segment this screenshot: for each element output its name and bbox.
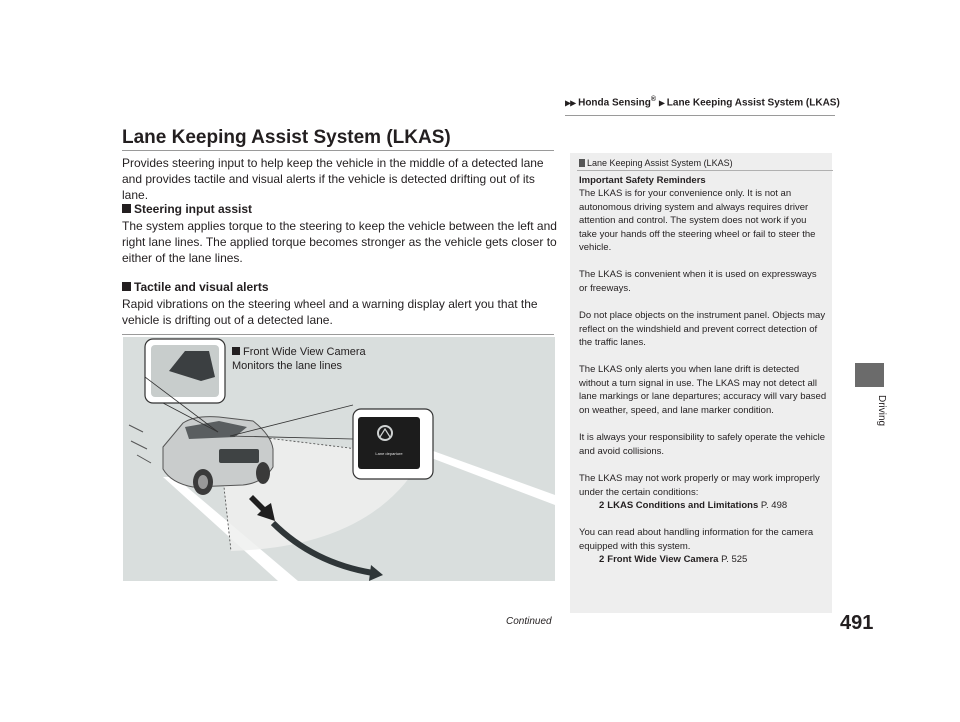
sidebar-divider xyxy=(577,170,833,171)
section-heading-text: Steering input assist xyxy=(134,202,253,216)
lkas-illustration xyxy=(123,337,555,581)
sidebar-header-text: Lane Keeping Assist System (LKAS) xyxy=(587,158,733,168)
breadcrumb-part2: Lane Keeping Assist System (LKAS) xyxy=(666,97,840,109)
continued-label: Continued xyxy=(506,616,552,627)
figure-label-title: Front Wide View Camera xyxy=(243,346,366,358)
xref-2-page: P. 525 xyxy=(721,554,748,565)
page-number: 491 xyxy=(840,612,874,634)
breadcrumb-part1: Honda Sensing xyxy=(578,97,651,109)
section-tab xyxy=(855,363,884,387)
figure-label xyxy=(232,345,366,373)
important-title-text: Important Safety Reminders xyxy=(579,175,706,186)
section-text-steering: The system applies torque to the steering to keep the vehicle between the left and right lane lines. The applied torque becomes stronger as the vehicle gets closer to either of the lane lines. xyxy=(122,219,557,265)
square-bullet-icon xyxy=(232,347,240,355)
sidebar-xref-1[interactable] xyxy=(579,499,827,513)
section-text-alerts: Rapid vibrations on the steering wheel and a warning display alert you that the vehicle is drifting out of a detected lane. xyxy=(122,297,538,327)
intro-paragraph: Provides steering input to help keep the vehicle in the middle of a detected lane and provides tactile and visual alerts if the vehicle is detected drifting out of its lane. xyxy=(122,156,544,202)
section-tab-label: Driving xyxy=(876,395,887,427)
square-bullet-icon xyxy=(122,282,131,291)
sidebar-paragraph-5: It is always your responsibility to safely operate the vehicle and avoid collisions. xyxy=(579,432,826,457)
sidebar-paragraph-4: The LKAS only alerts you when lane drift is detected without a turn signal in use. The LKAS may not detect all lane markings or lane departures; accuracy will vary based on weather, speed, and lane marker condition. xyxy=(579,364,827,416)
sidebar-header xyxy=(579,158,733,168)
xref-arrow-icon: 2 xyxy=(599,500,605,511)
figure-divider xyxy=(122,334,554,335)
xref-1-label[interactable]: LKAS Conditions and Limitations xyxy=(607,500,759,511)
section-heading-alerts xyxy=(122,280,269,294)
sidebar-important-title xyxy=(579,174,827,188)
sidebar-paragraph-6: The LKAS may not work properly or may work improperly under the certain conditions: xyxy=(579,473,820,498)
double-arrow-icon: ▶▶ xyxy=(565,98,576,108)
arrow-icon: ▶ xyxy=(658,98,664,108)
xref-1-page: P. 498 xyxy=(760,500,788,511)
xref-2-label[interactable]: Front Wide View Camera xyxy=(607,554,719,565)
section-heading-text: Tactile and visual alerts xyxy=(134,280,269,294)
sidebar-paragraph-1: The LKAS is for your convenience only. It is not an autonomous driving system and always requires driver attention and control. The system does not work if you take your hands off the steering wheel or fail to steer the vehicle. xyxy=(579,188,816,253)
sidebar-xref-2[interactable] xyxy=(579,553,827,567)
page-title: Lane Keeping Assist System (LKAS) xyxy=(122,127,451,148)
sidebar-paragraph-7: You can read about handling information for the camera equipped with this system. xyxy=(579,527,814,552)
square-bullet-icon xyxy=(122,204,131,213)
registered-mark: ® xyxy=(650,96,657,103)
figure-label-text: Monitors the lane lines xyxy=(232,360,343,372)
title-divider xyxy=(122,150,554,151)
breadcrumb xyxy=(565,96,840,108)
sidebar-paragraph-2: The LKAS is convenient when it is used on expressways or freeways. xyxy=(579,269,817,294)
xref-arrow-icon: 2 xyxy=(599,554,605,565)
section-heading-steering xyxy=(122,202,252,216)
note-marker-icon xyxy=(579,159,585,167)
sidebar-paragraph-3: Do not place objects on the instrument panel. Objects may reflect on the windshield and prevent correct detection of the traffic lanes. xyxy=(579,310,826,348)
header-divider xyxy=(565,115,835,116)
display-text: Lane departure xyxy=(375,451,403,456)
